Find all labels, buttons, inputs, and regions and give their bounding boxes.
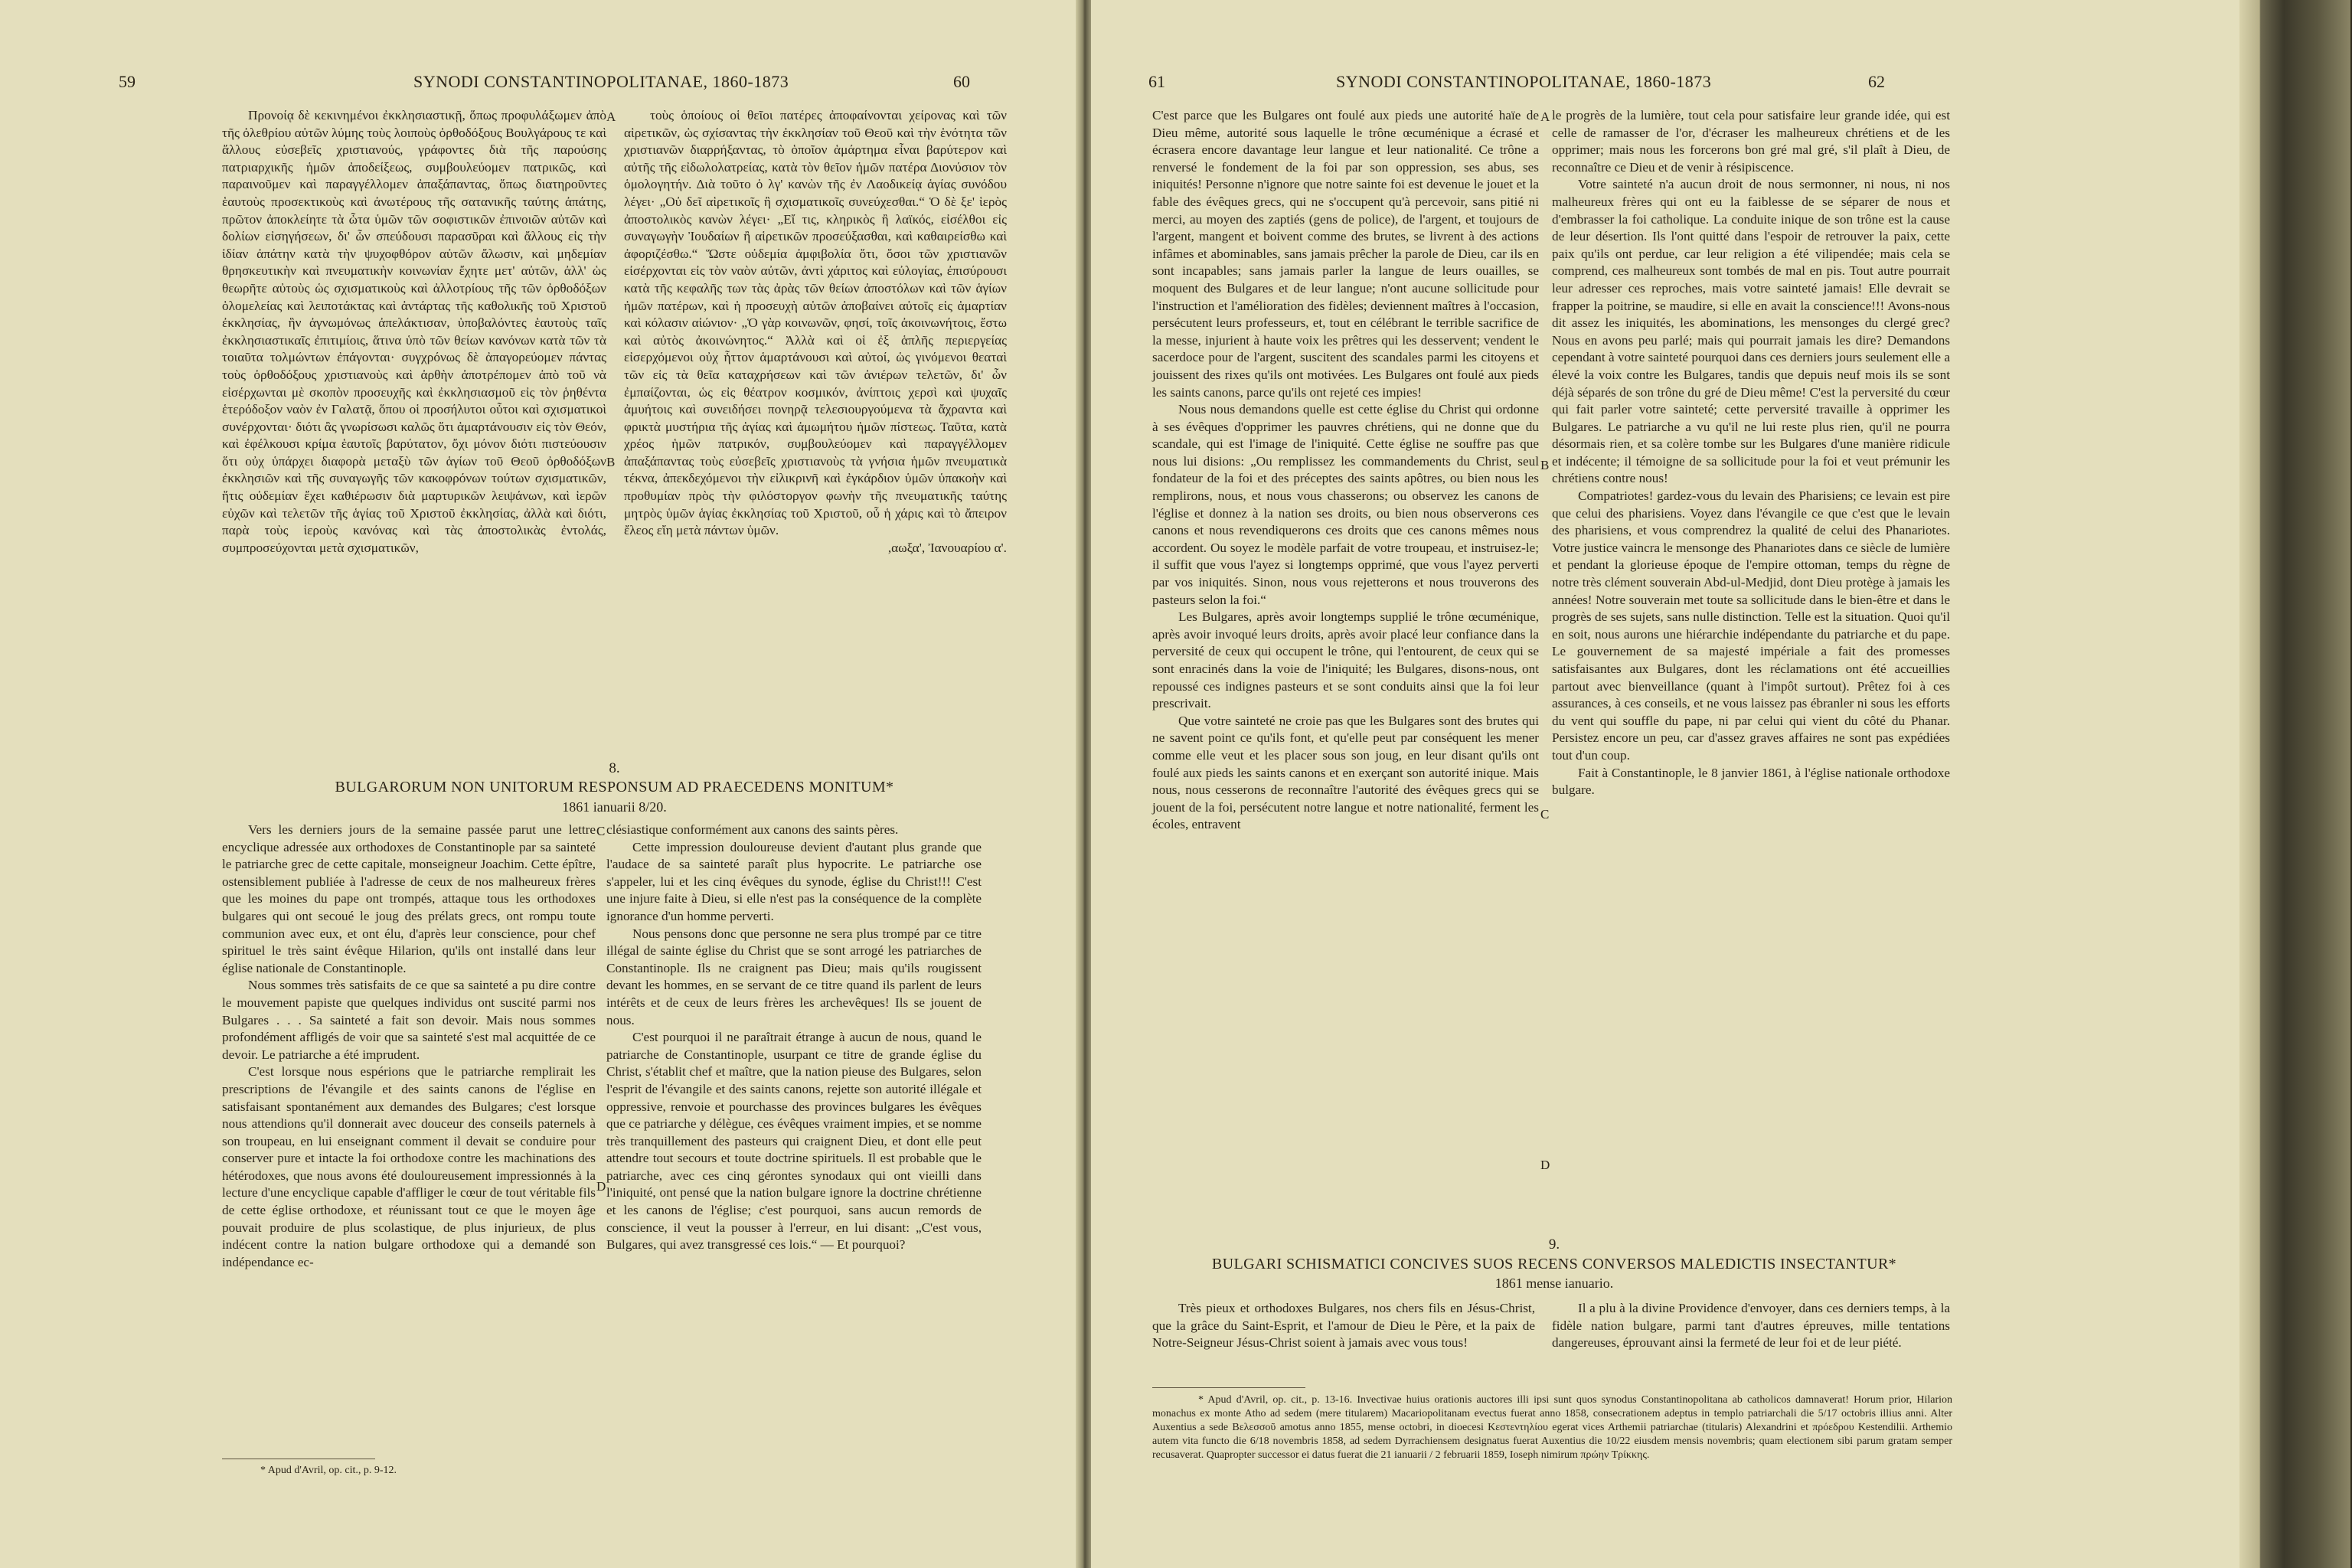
page-number: 61 bbox=[1148, 72, 1165, 91]
paragraph: Compatriotes! gardez-vous du levain des Pharisiens; ce levain est pire que celui des pharisiens. Voyez dans l'évangile ce que c'est que le levain des pharisiens, et vous comprendrez la qualité de celui des Phanariotes. Votre justice vaincra le mensonge des Phanariotes dans ce siècle de lumière et pendant la glorieuse époque de l'empire ottoman, temps du règne de notre très clément souverain Abd-ul-Medjid, dont Dieu protège à jamais les années! Notre souverain met toute sa sollicitude dans le bien-être et dans le progrès de ses sujets, sans nulle distinction. Telle est la situation. Quoi qu'il en soit, nous aurons une hiérarchie indépendante du patriarche et du pape. Le gouvernement de sa majesté impériale a fait des promesses satisfaisantes aux Bulgares, dont les réclamations ont été accueillies partout avec bienveillance (quant à l'impôt surtout). Prêtez foi à ces assurances, à ces conseils, et ne vous laissez pas ébranler ni sous les efforts du vent qui souffle du pape, ni par celui qui vient du côté du Phanar. Persistez encore un peu, car d'assez graves affaires ne sont pas expédiées tout d'un coup. bbox=[1552, 488, 1950, 763]
paragraph: Nous nous demandons quelle est cette église du Christ qui ordonne à ses évêques d'opprimer les pauvres chrétiens, qui ne donne que du scandale, qui est l'image de l'iniquité. Cette église ne souffre pas que nous lui disions: „Ou remplissez les commandements du Christ, seul fondateur de la foi et des préceptes des saints apôtres, ou bien nous les remplirons, nous, et nous vous chasserons; ou observez les canons de l'église et donnez à la nation ses droits, ou bien nous observerons ces canons et nous revendiquerons ces droits que ces canons mêmes nous accordent. Ou soyez le modèle parfait de votre troupeau, et instruisez-le; il suffit que vous l'ayez si longtemps opprimé, que vous l'ayez perverti par vos iniquités. Sinon, nous vous rejetterons et nous trouverons des pasteurs selon la foi.“ bbox=[1152, 402, 1539, 607]
paragraph: Nous pensons donc que personne ne sera plus trompé par ce titre illégal de sainte église du Christ que se sont arrogé les patriarches de Constantinople. Ils ne craignent pas Dieu; mais qu'ils rougissent devant les hommes, en se servant de ce titre quand ils parlent de leurs intérêts et de ceux de leurs frères les archevêques! Ils se jouent de nous. bbox=[606, 926, 982, 1027]
footnote-rule bbox=[1152, 1387, 1305, 1388]
french-column-1 bbox=[222, 822, 596, 1271]
margin-letter: B bbox=[1540, 458, 1550, 472]
greek-paragraph: Προνοίᾳ δὲ κεκινημένοι ἐκκλησιαστικῇ, ὅπως προφυλάξωμεν ἀπὸ τῆς ὀλεθρίου αὐτῶν λύμης τοὺς λοιποὺς ὀρθοδόξους Βουλγάρους τε καὶ ἄλλους εὐσεβεῖς χριστιανούς, γράφοντες διὰ τῆς παρούσης πατριαρχικῆς ἡμῶν ἀποδείξεως, συμβουλεύομεν πατρικῶς, καὶ παραινοῦμεν καὶ παραγγέλλομεν ἀπαξάπαντας, ὅπως διατηροῦντες ἑαυτοὺς προσεκτικοὺς καὶ ἀνωτέρους τῆς σατανικῆς ταύτης ἀπάτης, πρῶτον ἀποκλείητε τὰ ὦτα ὑμῶν τῶν σοφιστικῶν ἐπινοιῶν αὐτῶν καὶ δολίων εἰσηγήσεων, δι' ὧν σπεύδουσι παρασῦραι καὶ ἄλλους εἰς τὴν ἰδίαν ἀπάτην κατὰ τὴν ψυχοφθόρον αὐτῶν ἄλωσιν, καὶ μηδεμίαν θρησκευτικὴν καὶ πνευματικὴν κοινωνίαν ἔχητε μετ' αὐτῶν, ἀλλ' ὡς θεωρῆτε αὐτοὺς ὡς σχισματικοὺς καὶ ἀλλοτρίους τῆς τῶν ὀρθοδόξων ὁλομελείας καὶ λειποτάκτας καὶ ἀντάρτας τῆς καθολικῆς τοῦ Χριστοῦ ἐκκλησίας, ἣν ἀγνωμόνως ἀπελάκτισαν, ὑποβαλόντες ἑαυτοὺς ταῖς ἐκκλησιαστικαῖς ἐπιτιμίοις, ἅτινα ὑπὸ τῶν θείων κανόνων κατὰ τῶν τὰ τοιαῦτα τολμώντων ἐπάγονται· συγχρόνως δὲ ἀπαγορεύομεν πάντας τοὺς ὀρθοδόξους χριστιανοὺς καὶ ἀρθὴν ἀποτρέπομεν ἀπὸ τοῦ νὰ εἰσέρχωνται μὲ σκοπὸν προσευχῆς καὶ ἐκκλησιασμοῦ εἰς τὸν ῥηθέντα ἑτερόδοξον ναὸν ἐν Γαλατᾷ, ὅπου οἱ προσήλυτοι οὗτοι καὶ σχισματικοὶ συνέρχονται· διότι ἂς γνωρίσωσι καλῶς ὅτι ἁμαρτάνουσιν εἰς τὸν Θεόν, καὶ ἐφέλκουσι κρίμα ἑαυτοῖς βαρύτατον, ὄχι μόνον διότι πιστεύουσιν ὅτι οὐχ ὑπάρχει διαφορὰ μεταξὺ τῶν ἁγίων τοῦ Θεοῦ ὀρθοδόξων ἐκκλησιῶν καὶ τῆς συναγωγῆς τῶν κακοφρόνων τούτων σχισματικῶν, ἥτις οὐδεμίαν ἔχει καθιέρωσιν διὰ μαρτυρικῶν λειψάνων, καὶ ἱερῶν εὐχῶν καὶ τελετῶν τῆς ἁγίας τοῦ Χριστοῦ ἐκκλησίας, ἀλλὰ καὶ διότι, παρὰ τοὺς ἱεροὺς κανόνας καὶ τὰς ἀποστολικὰς ἐντολάς, συμπροσεύχονται μετὰ σχισματικῶν, bbox=[222, 108, 606, 555]
french-column-1 bbox=[1152, 107, 1539, 834]
paragraph: Que votre sainteté ne croie pas que les Bulgares sont des brutes qui ne savent point ce qu'ils font, et qu'elle peut par conséquent les mener comme elle veut et les placer sous son joug, en leur disant qu'ils ont foulé aux pieds les saints canons et en exerçant son autorité inique. Mais nous, nous cesserons de reconnaître l'autorité des évêques grecs qui se jouent de la foi, persécutent notre langue et notre nationalité, ferment les écoles, entravent bbox=[1152, 713, 1539, 832]
paragraph: Fait à Constantinople, le 8 janvier 1861, à l'église nationale orthodoxe bulgare. bbox=[1552, 765, 1950, 798]
section-title: BULGARORUM NON UNITORUM RESPONSUM AD PRAECEDENS MONITUM* bbox=[335, 779, 894, 795]
paragraph: C'est pourquoi il ne paraîtrait étrange à aucun de nous, quand le patriarche de Constantinople, usurpant ce titre de grande église du Christ, s'établit chef et maître, que la nation pieuse des Bulgares, selon l'esprit de l'évangile et des saints canons, rejette son autorité illégale et oppressive, renvoie et pourchasse des provinces bulgares les évêques que ce patriarche y délègue, ces évêques vraiment impies, et se nomme très tranquillement des pasteurs qui craignent Dieu, et dont elle peut attendre tout secours et toute doctrine spirituels. Il est probable que le patriarche, avec ces cinq gérontes synodaux qui ont vieilli dans l'iniquité, ont pensé que la nation bulgare ignore la doctrine chrétienne et les canons de l'église; c'est pourquoi, sans aucun remords de conscience, il veut la pousser à l'erreur, en lui disant: „C'est vous, Bulgares, qui avez transgressé ces lois.“ — Et pourquoi? bbox=[606, 1030, 982, 1253]
paragraph: Les Bulgares, après avoir longtemps supplié le trône œcuménique, après avoir invoqué leurs droits, après avoir placé leur confiance dans la perversité de ceux qui occupent le trône, qui l'entourent, de ceux qui se sont enracinés dans la voie de l'iniquité; les Bulgares, disons-nous, ont repoussé ces indignes pasteurs et se sont conduits ainsi que la foi leur prescrivait. bbox=[1152, 609, 1539, 711]
paragraph: le progrès de la lumière, tout cela pour satisfaire leur grande idée, qui est celle de ramasser de l'or, d'écraser les malheureux chrétiens et de les opprimer; mais nous les forcerons bon gré mal gré, s'il plaît à Dieu, de reconnaître ce Dieu et de venir à résipiscence. bbox=[1552, 108, 1950, 175]
greek-date: ,αωξα', Ἰανουαρίου α'. bbox=[887, 540, 1007, 555]
french-column-2 bbox=[606, 822, 982, 1254]
section-date: 1861 mense ianuario. bbox=[1494, 1276, 1614, 1291]
right-page bbox=[1091, 0, 2350, 1568]
paragraph: C'est lorsque nous espérions que le patriarche remplirait les prescriptions de l'évangile et des saints canons de l'église en satisfaisant spontanément aux demandes des Bulgares; c'est lorsque nous attendions qu'il donnerait avec douceur des conseils paternels à son troupeau, en lui enseignant comment il devait se conduire pour conserver pure et intacte la foi orthodoxe contre les machinations des hétérodoxes, que nous avons été douloureusement impressionnés à la lecture d'une encyclique capable d'affliger le cœur de tout véritable fils de cette église orthodoxe, et réunissant tout ce que le moyen âge pouvait produire de plus scolastique, de plus injurieux, de plus indécent contre la nation bulgare orthodoxe qui a demandé son indépendance ec- bbox=[222, 1064, 596, 1269]
margin-letter: A bbox=[606, 109, 616, 124]
section-number: 8. bbox=[609, 760, 620, 776]
page-number: 60 bbox=[953, 72, 970, 91]
margin-letter: C bbox=[1540, 807, 1550, 822]
greek-paragraph: τοὺς ὁποίους οἱ θεῖοι πατέρες ἀποφαίνονται χείρονας καὶ τῶν αἱρετικῶν, ὡς σχίσαντας τὴν ἐκκλησίαν τοῦ Θεοῦ καὶ τὴν ἑνότητα τῶν χριστιανῶν διαρρήξαντας, τὸ ὁποῖον ἁμάρτημα εἶναι βαρύτερον καὶ αὐτῆς τῆς εἰδωλολατρείας, κατὰ τὸν θεῖον ἡμῶν πατέρα Διονύσιον τὸν ὁμολογητήν. Διὰ τοῦτο ὁ λγ' κανὼν τῆς ἐν Λαοδικείᾳ ἁγίας συνόδου λέγει· „Οὐ δεῖ αἱρετικοῖς ἢ σχισματικοῖς συνεύχεσθαι.“ Ὁ δὲ ξε' ἱερὸς ἀποστολικὸς κανὼν λέγει· „Εἴ τις, κληρικὸς ἢ λαϊκός, εἰσέλθοι εἰς συναγωγὴν Ἰουδαίων ἢ αἱρετικῶν προσεύξασθαι, καὶ καθαιρείσθω καὶ ἀφοριζέσθω.“ Ὥστε οὐδεμία ἀμφιβολία ὅτι, ὅσοι τῶν χριστιανῶν εἰσέρχονται εἰς τὸν ναὸν αὐτῶν, ἀντὶ χάριτος καὶ εὐλογίας, ἐπισύρουσι κατὰ τῆς κεφαλῆς των τὰς ἀρὰς τῶν θείων ἀποστόλων καὶ τῶν ἁγίων ἡμῶν πατέρων, καὶ ἡ προσευχὴ αὐτῶν ἀποβαίνει αὐτοῖς εἰς ἁμαρτίαν καὶ κόλασιν αἰώνιον· „Ὁ γὰρ κοινωνῶν, φησί, τοῖς ἀκοινωνήτοις, ἔστω καὶ αὐτὸς ἀκοινώνητος.“ Ἀλλὰ καὶ οἱ ἐξ ἁπλῆς περιεργείας εἰσερχόμενοι οὐχ ἧττον ἁμαρτάνουσι καὶ αὐτοί, ὡς γινόμενοι θεαταὶ τῶν εἰς τὰ θεῖα καταχρήσεων καὶ τῶν ἀνιέρων τελετῶν, δι' ὧν ἐμπαίζονται, ὡς εἰς θέατρον κοσμικόν, ἀνίπτοις χερσὶ καὶ ψυχαῖς ἀμυήτοις καὶ συνειδήσει πονηρᾷ τελεσιουργούμενα τὰ ἄχραντα καὶ φρικτὰ μυστήρια τῆς ἁγίας καὶ ἀμωμήτου ἡμῶν πίστεως. Ταῦτα, κατὰ χρέος ἡμῶν πατρικόν, συμβουλεύομεν καὶ παραγγέλλομεν ἀπαξάπαντας τοὺς εὐσεβεῖς χριστιανοὺς τὰ γνήσια ἡμῶν πνευματικὰ τέκνα, ἀπεκδεχόμενοι τὴν εἰλικρινῆ καὶ ἐγκάρδιον ὑμῶν ὑπακοὴν καὶ προθυμίαν πρὸς τὴν φιλόστοργον φωνὴν τῆς πνευματικῆς ταύτης μητρὸς ὑμῶν ἁγίας ἐκκλησίας τοῦ Χριστοῦ, οὗ ἡ χάρις καὶ τὸ ἄπειρον ἔλεος εἴη μετὰ πάντων ὑμῶν. bbox=[624, 108, 1007, 538]
page-number: 62 bbox=[1868, 72, 1885, 91]
running-head: SYNODI CONSTANTINOPOLITANAE, 1860-1873 bbox=[1336, 72, 1712, 91]
french-column-2 bbox=[1552, 107, 1950, 799]
margin-letter: A bbox=[1540, 109, 1550, 124]
footnote: * Apud d'Avril, op. cit., p. 13-16. Invectivae huius orationis auctores illi ipsi sunt quos synodus Constantinopolitana ab catholicos damnaverat! Horum prior, Hilarion monachus ex monte Atho ad sedem (mere titularem) Macariopolitanam evectus fuerat anno 1858, consecrationem adeptus in templo patriarchali die 5/17 octobris illius anni. Alter Auxentius a sede Βελεσσοῦ amotus anno 1855, mense octobri, in dioecesi Κεστεντηλίου egerat vices Arthemii patriarchae (titularis) Alexandrini et πρόεδρου Kestendilii. Arthemio autem vita functo die 6/18 novembris 1858, ad sedem Dyrrachiensem designatus fuerat Auxentius die 10/22 eiusdem mensis novembris; quam electionem sibi parum gratam semper recusaverat. Quapropter successor ei datus fuerat die 21 ianuarii / 2 februarii 1859, Ioseph nimirum πρώην Τρίκκης. bbox=[1152, 1394, 1952, 1461]
greek-column-2 bbox=[624, 107, 1007, 557]
running-head: SYNODI CONSTANTINOPOLITANAE, 1860-1873 bbox=[413, 72, 789, 91]
paragraph: Nous sommes très satisfaits de ce que sa sainteté a pu dire contre le mouvement papiste que quelques individus ont suscité parmi nos Bulgares . . . Sa sainteté a fait son devoir. Mais nous sommes profondément affligés de voir que sa sainteté s'est mal acquittée de ce devoir. Le patriarche a été imprudent. bbox=[222, 978, 596, 1062]
greek-column-1 bbox=[222, 107, 606, 557]
paragraph: clésiastique conformément aux canons des saints pères. bbox=[606, 822, 899, 837]
left-page bbox=[0, 0, 1076, 1568]
paragraph: C'est parce que les Bulgares ont foulé aux pieds une autorité haïe de Dieu même, autorité sous laquelle le trône œcuménique a écrasé et écrasera encore davantage leur langue et leur nationalité. Ce trône a renversé le fondement de la foi par son oppression, ses abus, ses iniquités! Personne n'ignore que notre sainte foi est devenue le jouet et la fable des évêques grecs, qui ne s'occupent qu'à percevoir, sans pitié ni merci, au moyen des zaptiés (gens de police), de l'argent, et toujours de l'argent, mangent et boivent comme des brutes, se livrent à des actions infâmes et abominables, sans jamais prêcher la parole de Dieu, car ils en sont incapables; sans jamais parler la langue de leurs ouailles, se moquent des Bulgares et de leur langue; n'ont aucune sollicitude pour l'instruction et l'amélioration des fidèles; deviennent maîtres à l'occasion, persécutent leurs professeurs, et, tout en célébrant le terrible sacrifice de la messe, injurient à haute voix les prêtres qui les desservent; vendent le sacerdoce pour de l'argent, suscitent des scandales parmi les citoyens et jouissent des rixes qu'ils ont motivées. Les Bulgares ont foulé aux pieds les saints canons, parce qu'ils ont rejeté ces impies! bbox=[1152, 108, 1539, 400]
margin-letter: D bbox=[596, 1179, 606, 1194]
margin-letter: C bbox=[596, 824, 606, 838]
section-title: BULGARI SCHISMATICI CONCIVES SUOS RECENS CONVERSOS MALEDICTIS INSECTANTUR* bbox=[1211, 1256, 1897, 1272]
paragraph: Vers les derniers jours de la semaine passée parut une lettre encyclique adressée aux orthodoxes de Constantinople par sa sainteté le patriarche grec de cette capitale, monseigneur Joachim. Cette épître, ostensiblement publiée à l'adresse de ceux de nos malheureux frères que les moines du pape ont trompés, attaque tous les orthodoxes bulgares qui ont secoué le joug des prélats grecs, ont rompu toute communion avec eux, et ont élu, d'après leur conscience, pour chef spirituel le très saint évêque Hilarion, qu'ils ont installé dans leur église nationale de Constantinople. bbox=[222, 822, 596, 975]
page-edge bbox=[2239, 0, 2350, 1568]
book-gutter bbox=[1076, 0, 1091, 1568]
margin-letter: D bbox=[1540, 1158, 1550, 1172]
paragraph: Il a plu à la divine Providence d'envoyer, dans ces derniers temps, à la fidèle nation bulgare, parmi tant d'autres épreuves, mille tentations dangereuses, éprouvant ainsi la fermeté de leur foi et de leur piété. bbox=[1552, 1301, 1950, 1351]
page-number: 59 bbox=[119, 72, 136, 91]
footnote: * Apud d'Avril, op. cit., p. 9-12. bbox=[260, 1465, 397, 1476]
section-number: 9. bbox=[1548, 1236, 1560, 1253]
paragraph: Très pieux et orthodoxes Bulgares, nos chers fils en Jésus-Christ, que la grâce du Saint-Esprit, et l'amour de Dieu le Père, et la paix de Notre-Seigneur Jésus-Christ soient à jamais avec vous tous! bbox=[1152, 1301, 1535, 1351]
margin-letter: B bbox=[606, 455, 616, 469]
intro-column-2 bbox=[1552, 1300, 1950, 1352]
intro-column-1 bbox=[1152, 1300, 1535, 1352]
paragraph: Votre sainteté n'a aucun droit de nous sermonner, ni nous, ni nos malheureux frères qui ont eu la faiblesse de se séparer de nous et d'embrasser la foi catholique. La conduite inique de son trône est la cause de leur désertion. Ils l'ont quitté dans l'espoir de retrouver la paix, cette paix qu'ils ont perdue, car leur religion a été vilipendée; mais cela se comprend, ces malheureux sont tombés de mal en pis. Tout autre pourrait leur adresser ces reproches, mais votre sainteté jamais! Elle devrait se frapper la poitrine, se maudire, si elle en avait la conscience!!! Avons-nous dit assez les iniquités, les abominations, les mensonges du clergé grec? Nous en avons peu parlé; mais qui pourrait jamais les dire? Demandons cependant à votre sainteté pourquoi dans ces derniers jours seulement elle a élevé la voix contre les Bulgares, tandis que depuis neuf mois ils se sont déjà séparés de son trône du gré de Dieu même! C'est la perversité du cœur qui fait parler votre sainteté; cette perversité travaille à opprimer les Bulgares. Le patriarche a vu qu'il ne lui reste plus rien, qu'il ne pourra désormais rien, et sa colère tombe sur les Bulgares d'une manière ridicule et indécente; il témoigne de sa sollicitude pour la foi et veut prémunir les chrétiens contre nous! bbox=[1552, 177, 1950, 486]
paragraph: Cette impression douloureuse devient d'autant plus grande que l'audace de sa sainteté paraît plus hypocrite. Le patriarche ose s'appeler, lui et les cinq évêques du synode, église du Christ!!! C'est une injure faite à Dieu, si elle n'est pas la conséquence de la complète ignorance d'un homme perverti. bbox=[606, 839, 982, 923]
section-date: 1861 ianuarii 8/20. bbox=[562, 799, 667, 815]
